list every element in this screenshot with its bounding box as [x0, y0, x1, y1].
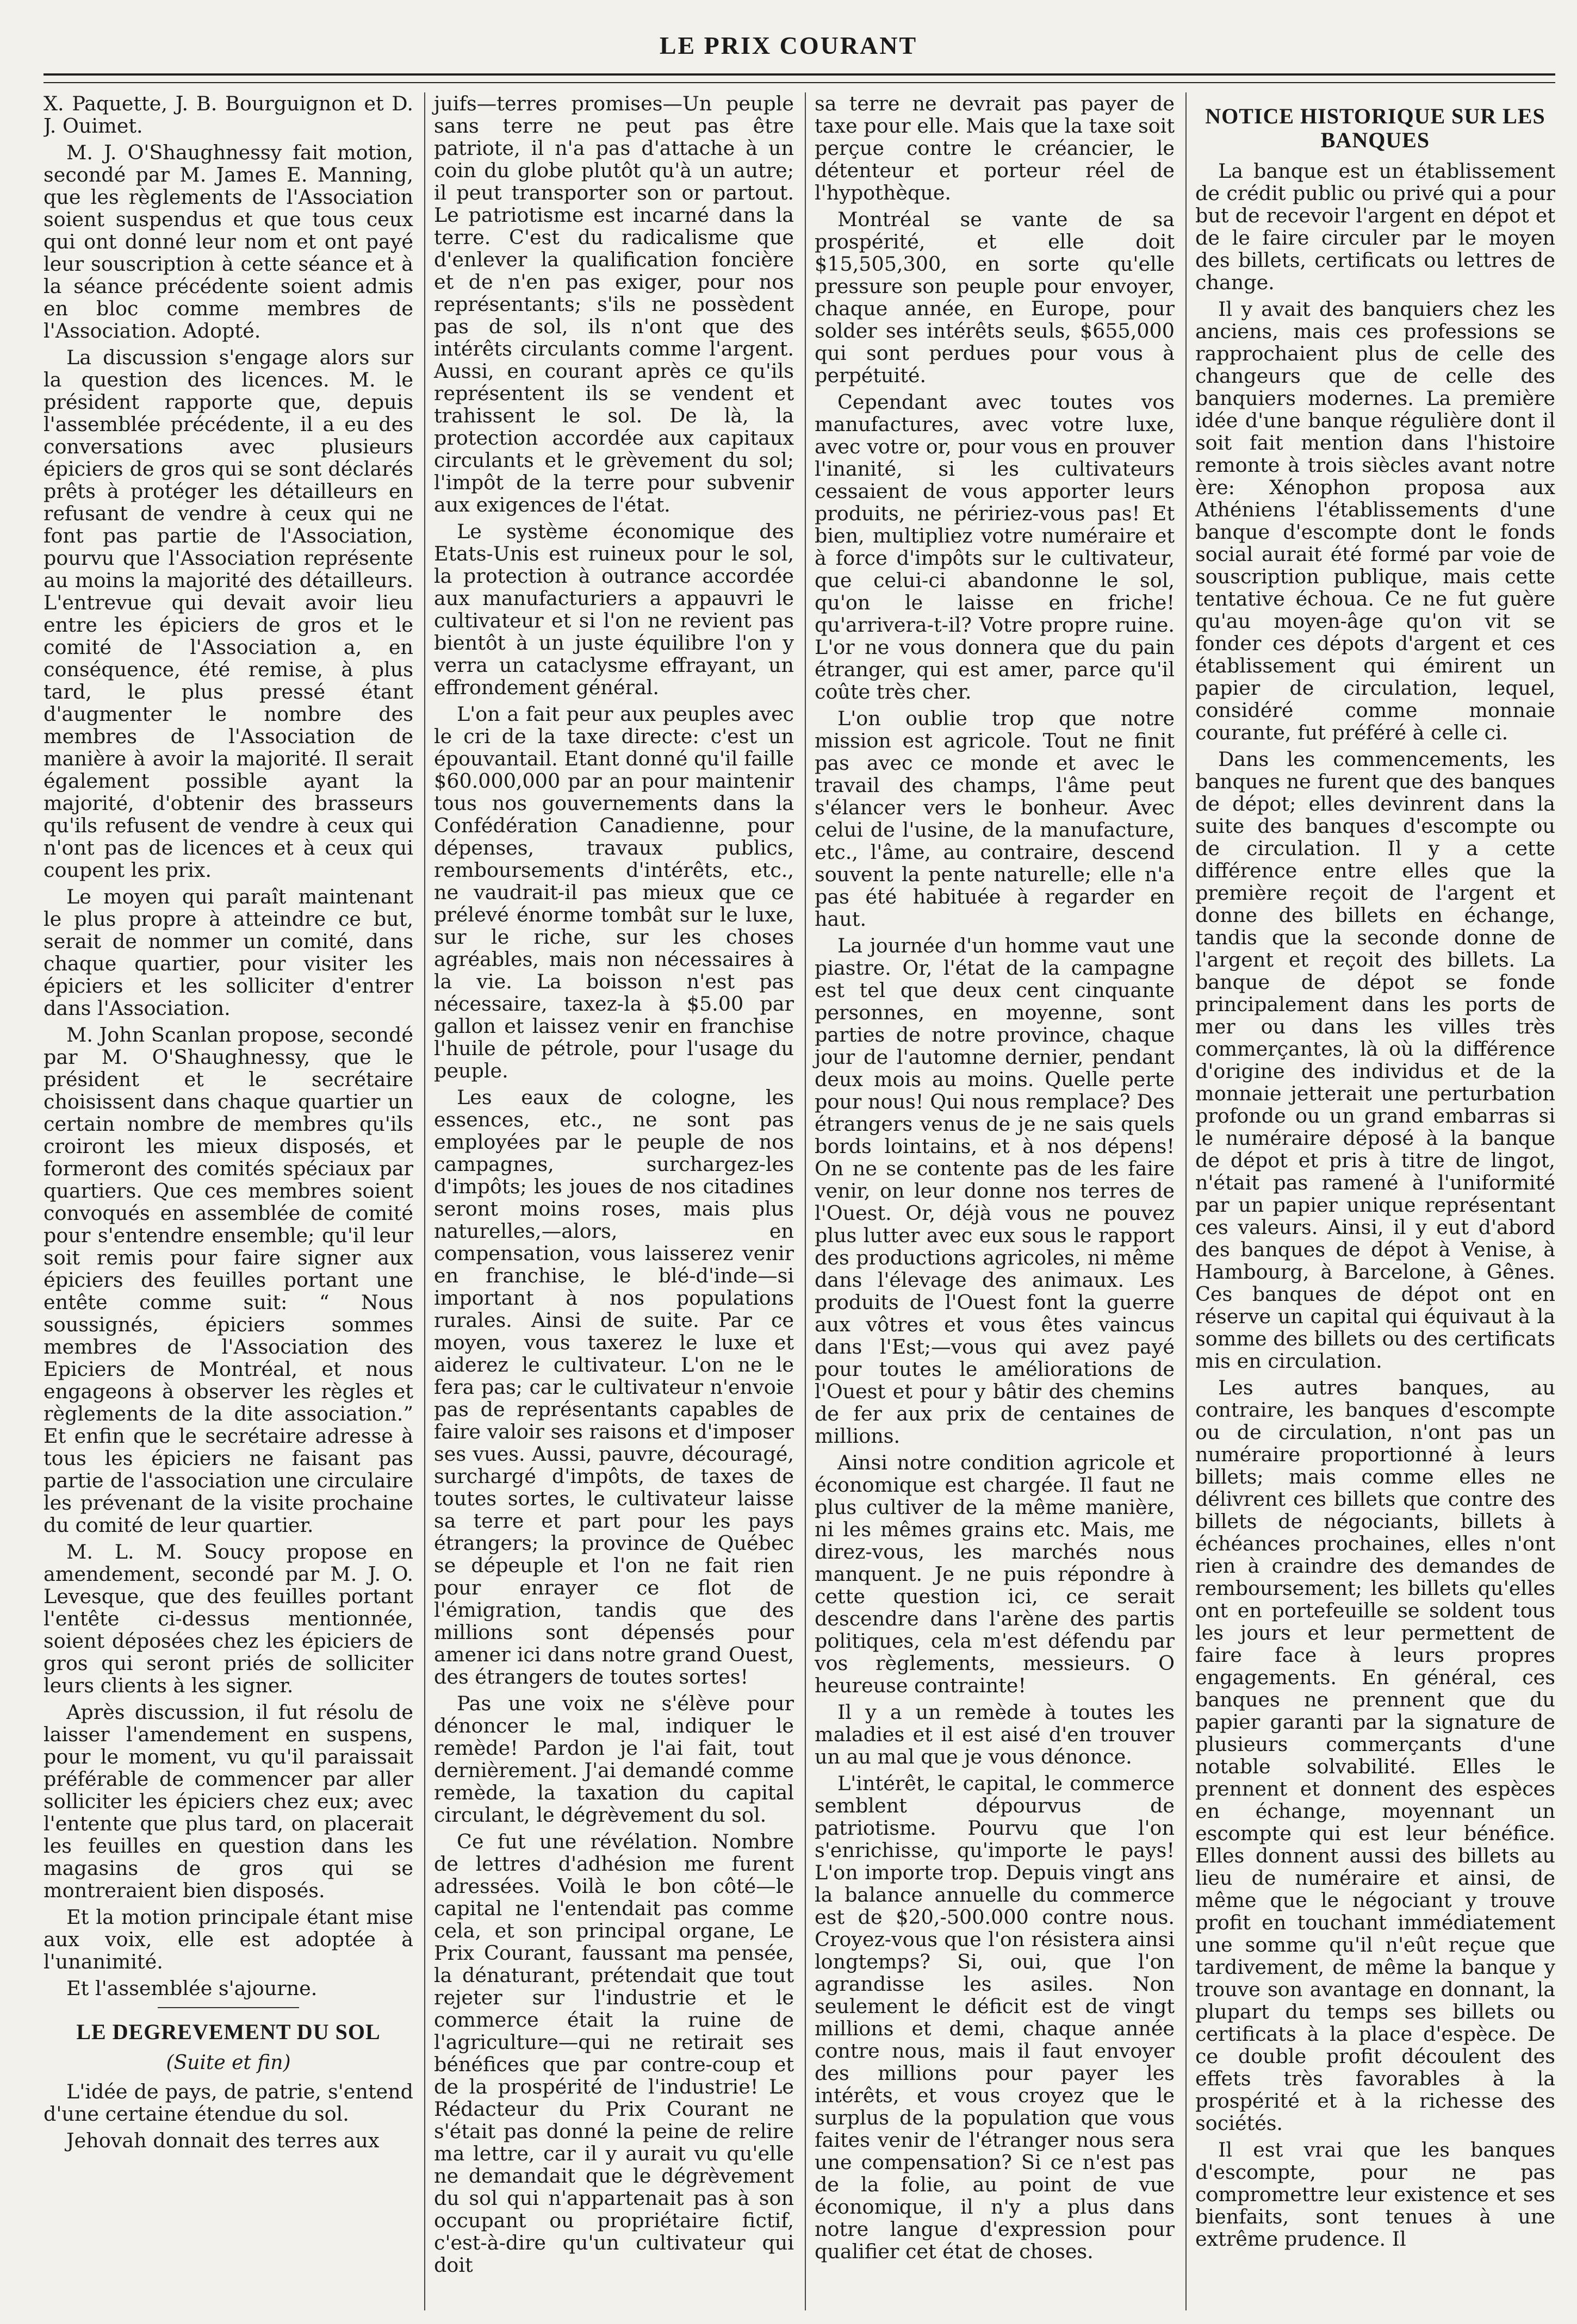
paragraph: X. Paquette, J. B. Bourguignon et D. J. Ouimet.	[44, 92, 413, 138]
paragraph: Et l'assemblée s'ajourne.	[66, 1977, 318, 2000]
paragraph: La banque est un établissement de crédit public ou privé qui a pour but de recevoir l'argent en dépot et de le faire circuler par le moyen des billets, certificats ou lettres de change.	[1195, 159, 1555, 294]
paragraph: La discussion s'engage alors sur la question des licences. M. le président rapporte que, depuis l'assemblée précédente, il a eu des conversations avec plusieurs épiciers de gros qui se sont déclarés prêts à protéger les détailleurs en refusant de vendre à ceux qui ne font pas partie de l'Association, pourvu que l'Association représente au moins la majorité des détailleurs. L'entrevue qui devait avoir lieu entre les épiciers de gros et le comité de l'Association a, en conséquence, été remise, à plus tard, le plus pressé étant d'augmenter le nombre des membres de l'Association de manière à avoir la majorité. Il serait également possible ayant la majorité, d'obtenir des brasseurs qu'ils refusent de vendre à ceux qui n'ont pas de licences et à ceux qui coupent les prix.	[44, 346, 413, 882]
paragraph: Il y avait des banquiers chez les anciens, mais ces professions se rapprochaient plus de celle des changeurs que de celle des banquiers modernes. La première idée d'une banque régulière dont il soit fait mention dans l'histoire remonte à trois siècles avant notre ère: Xénophon proposa aux Athéniens l'établissements d'une banque d'escompte dont le fonds social aurait été formé par voie de souscription publique, mais cette tentative échoua. Ce ne fut guère qu'au moyen-âge qu'on vit se fonder ces dépots d'argent et ces établissement qui émirent un papier de circulation, lequel, considéré comme monnaie courante, fut préféré à celle ci.	[1195, 297, 1555, 744]
paragraph: Pas une voix ne s'élève pour dénoncer le mal, indiquer le remède! Pardon je l'ai fait, tout dernièrement. J'ai demandé comme remède, la taxation du capital circulant, le dégrèvement du sol.	[434, 1692, 794, 1827]
column-1	[44, 92, 413, 2310]
column-2	[424, 92, 794, 2310]
paragraph: L'idée de pays, de patrie, s'entend d'une certaine étendue du sol.	[44, 2080, 413, 2126]
article-heading: NOTICE HISTORIQUE SUR LES BANQUES	[1205, 104, 1545, 152]
paragraph: M. L. M. Soucy propose en amendement, secondé par M. J. O. Levesque, que des feuilles portant l'entête ci-dessus mentionnée, soient déposées chez les épiciers de gros qui seront priés de solliciter leurs clients à les signer.	[44, 1540, 413, 1697]
paragraph: Il est vrai que les banques d'escompte, pour ne pas compromettre leur existence et ses bienfaits, sont tenues à une extrême prudence. Il	[1195, 2138, 1555, 2251]
newspaper-title: LE PRIX COURANT	[659, 31, 918, 59]
paragraph: M. John Scanlan propose, secondé par M. O'Shaughnessy, que le président et le secrétaire choisissent dans chaque quartier un certain nombre de membres qu'ils croiront les mieux disposés, et formeront des comités spéciaux par quartiers. Que ces membres soient convoqués en assemblée de comité pour s'entendre ensemble; qu'il leur soit remis pour faire signer aux épiciers des feuilles portant une entête comme suit: “ Nous soussignés, épiciers sommes membres de l'Association des Epiciers de Montréal, et nous engageons à observer les règles et règlements de la dite association.” Et enfin que le secrétaire adresse à tous les épiciers ne faisant pas partie de l'association une circulaire les prévenant de la visite prochaine du comité de leur quartier.	[44, 1023, 413, 1537]
column-4	[1185, 92, 1555, 2310]
paragraph: Le système économique des Etats-Unis est ruineux pour le sol, la protection à outrance accordée aux manufacturiers a appauvri le cultivateur et si l'on ne revient pas bientôt à un juste équilibre l'on y verra un cataclysme effrayant, un effrondement général.	[434, 520, 794, 699]
paragraph: La journée d'un homme vaut une piastre. Or, l'état de la campagne est tel que deux cent cinquante personnes, en moyenne, sont parties de notre province, chaque jour de l'automne dernier, pendant deux mois au moins. Quelle perte pour nous! Qui nous remplace? Des étrangers venus de je ne sais quels bords lointains, et à nos dépens! On ne se contente pas de les faire venir, on leur donne nos terres de l'Ouest. Or, déjà vous ne pouvez plus lutter avec eux sous le rapport des productions agricoles, ni même dans l'élevage des animaux. Les produits de l'Ouest font la guerre aux vôtres et vous êtes vaincus dans l'Est;—vous qui avez payé pour toutes le améliorations de l'Ouest et pour y bâtir des chemins de fer aux prix de centaines de millions.	[815, 934, 1175, 1448]
paragraph: Montréal se vante de sa prospérité, et elle doit $15,505,300, en sorte qu'elle pressure son peuple pour envoyer, chaque année, en Europe, pour solder ses intérêts seuls, $655,000 qui sont perdues pour vous à perpétuité.	[815, 208, 1175, 387]
column-3	[805, 92, 1175, 2310]
paragraph: Il y a un remède à toutes les maladies et il est aisé d'en trouver un au mal que je vous dénonce.	[815, 1700, 1175, 1768]
paragraph: L'on a fait peur aux peuples avec le cri de la taxe directe: c'est un épouvantail. Etant donné qu'il faille $60.000,000 par an pour maintenir tous nos gouvernements dans la Confédération Canadienne, pour dépenses, travaux publics, remboursements d'intérêts, etc., ne vaudrait-il pas mieux que ce prélevé énorme tombât sur le luxe, sur le riche, sur les choses agréables, mais non nécessaires à la vie. La boisson n'est pas nécessaire, taxez-la à $5.00 par gallon et laissez venir en franchise l'huile de pétrole, pour l'usage du peuple.	[434, 702, 794, 1082]
section-divider	[158, 2007, 299, 2008]
paragraph: L'intérêt, le capital, le commerce semblent dépourvus de patriotisme. Pourvu que l'on s'enrichisse, qu'importe le pays! L'on importe trop. Depuis vingt ans la balance annuelle du commerce est de $20,-500.000 contre nous. Croyez-vous que l'on résistera ainsi longtemps? Si, oui, que l'on agrandisse les asiles. Non seulement le déficit est de vingt millions et demi, chaque année contre nous, mais il faut envoyer des millions pour payer les intérêts, et vous croyez que le surplus de la population que vous faites venir de l'étranger nous sera une compensation? Si ce n'est pas de la folie, au point de vue économique, il n'y a plus dans notre langue d'expression pour qualifier cet état de choses.	[815, 1772, 1175, 2263]
paragraph: L'on oublie trop que notre mission est agricole. Tout ne finit pas avec ce monde et avec le travail des champs, l'âme peut s'élancer vers le bonheur. Avec celui de l'usine, de la manufacture, etc., l'âme, au contraire, descend souvent la pente naturelle; elle n'a pas été habituée à regarder en haut.	[815, 707, 1175, 931]
paragraph: Ainsi notre condition agricole et économique est chargée. Il faut ne plus cultiver de la même manière, ni les mêmes grains etc. Mais, me direz-vous, les marchés nous manquent. Je ne puis répondre à cette question ici, ce serait descendre dans l'arène des partis politiques, cela m'est défendu par vos règlements, messieurs. O heureuse contrainte!	[815, 1451, 1175, 1697]
paragraph: Les autres banques, au contraire, les banques d'escompte ou de circulation, n'ont pas un numéraire proportionné à leurs billets; mais comme elles ne délivrent ces billets que contre des billets de négociants, billets à échéances prochaines, elles n'ont rien à craindre des demandes de remboursement; les billets qu'elles ont en portefeuille se soldent tous les jours et leur permettent de faire face à leurs propres engagements. En général, ces banques ne prennent que du papier garanti par la signature de plusieurs commerçants d'une notable solvabilité. Elles le prennent et donnent des espèces en échange, moyennant un escompte qui est leur bénéfice. Elles donnent aussi des billets au lieu de numéraire et ainsi, de même que le négociant y trouve profit en touchant immédiatement une somme qu'il n'eût reçue que tardivement, de même la banque y trouve son avantage en donnant, la plupart du temps ses billets ou certificats à la place d'espèce. De ce double profit découlent des effets très favorables à la prospérité et à la richesse des sociétés.	[1195, 1376, 1555, 2135]
article-columns	[44, 92, 1555, 2310]
masthead-rule	[44, 73, 1555, 83]
paragraph: sa terre ne devrait pas payer de taxe pour elle. Mais que la taxe soit perçue contre le créancier, le détenteur et porteur réel de l'hypothèque.	[815, 92, 1175, 204]
paragraph: Les eaux de cologne, les essences, etc., ne sont pas employées par le peuple de nos campagnes, surchargez-les d'impôts; les joues de nos citadines seront moins roses, mais plus naturelles,—alors, en compensation, vous laisserez venir en franchise, le blé-d'inde—si important à nos populations rurales. Ainsi de suite. Par ce moyen, vous taxerez le luxe et aiderez le cultivateur. L'on ne le fera pas; car le cultivateur n'envoie pas de représentants capables de faire valoir ses raisons et d'imposer ses vues. Aussi, pauvre, découragé, surchargé d'impôts, de taxes de toutes sortes, le cultivateur laisse sa terre et part pour les pays étrangers; la province de Québec se dépeuple et l'on ne fait rien pour enrayer ce flot de l'émigration, tandis que des millions sont dépensés pour amener ici dans notre grand Ouest, des étrangers de toutes sortes!	[434, 1086, 794, 1689]
paragraph: Ce fut une révélation. Nombre de lettres d'adhésion me furent adressées. Voilà le bon côté—le capital ne l'entendait pas comme cela, et son principal organe, Le Prix Courant, faussant ma pensée, la dénaturant, prétendait que tout rejeter sur l'industrie et le commerce était la ruine de l'agriculture—qui ne retirait ses bénéfices que par contre-coup et de la prospérité de l'industrie! Le Rédacteur du Prix Courant ne s'était pas donné la peine de relire ma lettre, car il y aurait vu qu'elle ne demandait que le dégrèvement du sol qui n'appartenait pas à son occupant ou propriétaire fictif, c'est-à-dire qu'un cultivateur qui doit	[434, 1830, 794, 2277]
paragraph: M. J. O'Shaughnessy fait motion, secondé par M. James E. Manning, que les règlements de l'Association soient suspendus et que tous ceux qui ont donné leur nom et ont payé leur souscription à cette séance et à la séance précédente soient admis en bloc comme membres de l'Association. Adopté.	[44, 141, 413, 342]
article-heading: LE DEGREVEMENT DU SOL	[76, 2020, 381, 2044]
paragraph: Jehovah donnait des terres aux	[66, 2129, 380, 2152]
paragraph: Cependant avec toutes vos manufactures, avec votre luxe, avec votre or, pour vous en prouver l'inanité, si les cultivateurs cessaient de vous apporter leurs produits, ne péririez-vous pas! Et bien, multipliez votre numéraire et à force d'impôts sur le cultivateur, que celui-ci abandonne le sol, qu'on le laisse en friche! qu'arrivera-t-il? Votre propre ruine. L'or ne vous donnera que du pain étranger, qui est amer, parce qu'il coûte très cher.	[815, 390, 1175, 703]
article-subheading: (Suite et fin)	[166, 2052, 291, 2074]
paragraph: juifs—terres promises—Un peuple sans terre ne peut pas être patriote, il n'a pas d'attache à un coin du globe plutôt qu'à un autre; il peut transporter son or partout. Le patriotisme est incarné dans la terre. C'est du radicalisme que d'enlever la qualification foncière et de n'en pas exiger, pour nos représentants; s'ils ne possèdent pas de sol, ils n'ont que des intérêts circulants comme l'argent. Aussi, en courant après ce qu'ils représentent ils se vendent et trahissent le sol. De là, la protection accordée aux capitaux circulants et le grèvement du sol; l'impôt de la terre pour subvenir aux exigences de l'état.	[434, 92, 794, 516]
paragraph: Le moyen qui paraît maintenant le plus propre à atteindre ce but, serait de nommer un comité, dans chaque quartier, pour visiter les épiciers et les solliciter d'entrer dans l'Association.	[44, 885, 413, 1020]
paragraph: Et la motion principale étant mise aux voix, elle est adoptée à l'unanimité.	[44, 1905, 413, 1973]
paragraph: Dans les commencements, les banques ne furent que des banques de dépot; elles devinrent dans la suite des banques d'escompte ou de circulation. Il y a cette différence entre elles que la première reçoit de l'argent et donne des billets en échange, tandis que la seconde donne de l'argent et reçoit des billets. La banque de dépot se fonde principalement dans les ports de mer ou dans les villes très commerçantes, là où la différence d'origine des individus et de la monnaie jetterait une perturbation profonde ou un grand embarras si le numéraire déposé à la banque de dépot et pris à titre de lingot, n'était pas ramené à l'uniformité par un papier unique représentant ces valeurs. Ainsi, il y eut d'abord des banques de dépot à Venise, à Hambourg, à Barcelone, à Gênes. Ces banques de dépot ont en réserve un capital qui équivaut à la somme des billets ou des certificats mis en circulation.	[1195, 747, 1555, 1373]
masthead	[44, 21, 1533, 70]
paragraph: Après discussion, il fut résolu de laisser l'amendement en suspens, pour le moment, vu qu'il paraissait préférable de commencer par aller solliciter les épiciers chez eux; avec l'entente que plus tard, on placerait les feuilles en question dans les magasins de gros qui se montreraient bien disposés.	[44, 1700, 413, 1902]
